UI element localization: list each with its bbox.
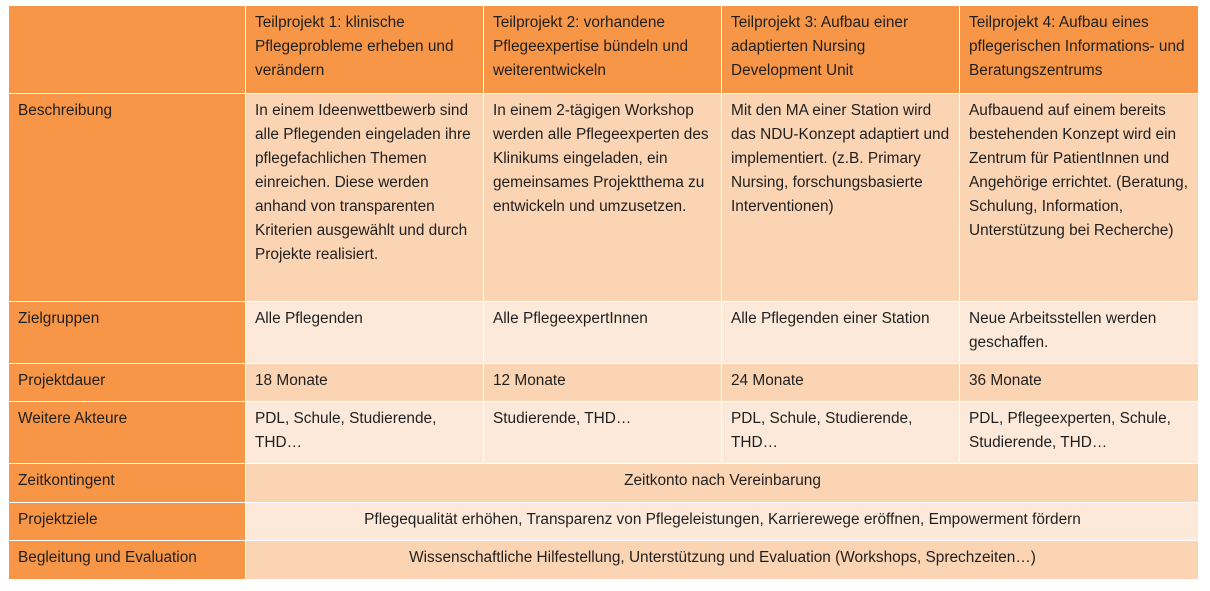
projektdauer-cell-3: 24 Monate	[722, 364, 960, 402]
zielgruppen-cell-3: Alle Pflegenden einer Station	[722, 302, 960, 364]
projektziele-value: Pflegequalität erhöhen, Transparenz von Pflegeleistungen, Karrierewege eröffnen, Empowerment fördern	[246, 503, 1199, 541]
row-projektdauer	[9, 364, 1199, 402]
akteure-cell-1: PDL, Schule, Studierende, THD…	[246, 402, 484, 464]
row-weitere-akteure	[9, 402, 1199, 464]
akteure-cell-4: PDL, Pflegeexperten, Schule, Studierende, THD…	[960, 402, 1199, 464]
zielgruppen-cell-1: Alle Pflegenden	[246, 302, 484, 364]
projektdauer-cell-4: 36 Monate	[960, 364, 1199, 402]
projektdauer-cell-2: 12 Monate	[484, 364, 722, 402]
header-teilprojekt-1: Teilprojekt 1: klinische Pflegeprobleme erheben und verändern	[246, 6, 484, 94]
zeitkontingent-value: Zeitkonto nach Vereinbarung	[246, 464, 1199, 503]
beschreibung-cell-3: Mit den MA einer Station wird das NDU-Konzept adaptiert und implementiert. (z.B. Primary Nursing, forschungsbasierte Interventionen)	[722, 94, 960, 302]
row-projektziele	[9, 503, 1199, 541]
row-zeitkontingent	[9, 464, 1199, 503]
row-beschreibung	[9, 94, 1199, 302]
akteure-cell-2: Studierende, THD…	[484, 402, 722, 464]
row-begleitung-evaluation	[9, 541, 1199, 580]
label-zeitkontingent: Zeitkontingent	[9, 464, 246, 503]
beschreibung-cell-4: Aufbauend auf einem bereits bestehenden Konzept wird ein Zentrum für PatientInnen und Angehörige errichtet. (Beratung, Schulung, Information, Unterstützung bei Recherche)	[960, 94, 1199, 302]
label-projektdauer: Projektdauer	[9, 364, 246, 402]
projektdauer-cell-1: 18 Monate	[246, 364, 484, 402]
beschreibung-cell-2: In einem 2-tägigen Workshop werden alle Pflegeexperten des Klinikums eingeladen, ein gemeinsames Projektthema zu entwickeln und umzusetzen.	[484, 94, 722, 302]
zielgruppen-cell-4: Neue Arbeitsstellen werden geschaffen.	[960, 302, 1199, 364]
label-begleitung-evaluation: Begleitung und Evaluation	[9, 541, 246, 580]
akteure-cell-3: PDL, Schule, Studierende, THD…	[722, 402, 960, 464]
teilprojekte-table	[8, 5, 1199, 580]
label-weitere-akteure: Weitere Akteure	[9, 402, 246, 464]
label-projektziele: Projektziele	[9, 503, 246, 541]
header-teilprojekt-4: Teilprojekt 4: Aufbau eines pflegerischen Informations- und Beratungszentrums	[960, 6, 1199, 94]
header-row	[9, 6, 1199, 94]
corner-cell	[9, 6, 246, 94]
beschreibung-cell-1: In einem Ideenwettbewerb sind alle Pflegenden eingeladen ihre pflegefachlichen Themen einreichen. Diese werden anhand von transparenten Kriterien ausgewählt und durch Projekte realisiert.	[246, 94, 484, 302]
begleitung-value: Wissenschaftliche Hilfestellung, Unterstützung und Evaluation (Workshops, Sprechzeiten…)	[246, 541, 1199, 580]
row-zielgruppen	[9, 302, 1199, 364]
label-beschreibung: Beschreibung	[9, 94, 246, 302]
zielgruppen-cell-2: Alle PflegeexpertInnen	[484, 302, 722, 364]
header-teilprojekt-2: Teilprojekt 2: vorhandene Pflegeexpertise bündeln und weiterentwickeln	[484, 6, 722, 94]
header-teilprojekt-3: Teilprojekt 3: Aufbau einer adaptierten Nursing Development Unit	[722, 6, 960, 94]
label-zielgruppen: Zielgruppen	[9, 302, 246, 364]
